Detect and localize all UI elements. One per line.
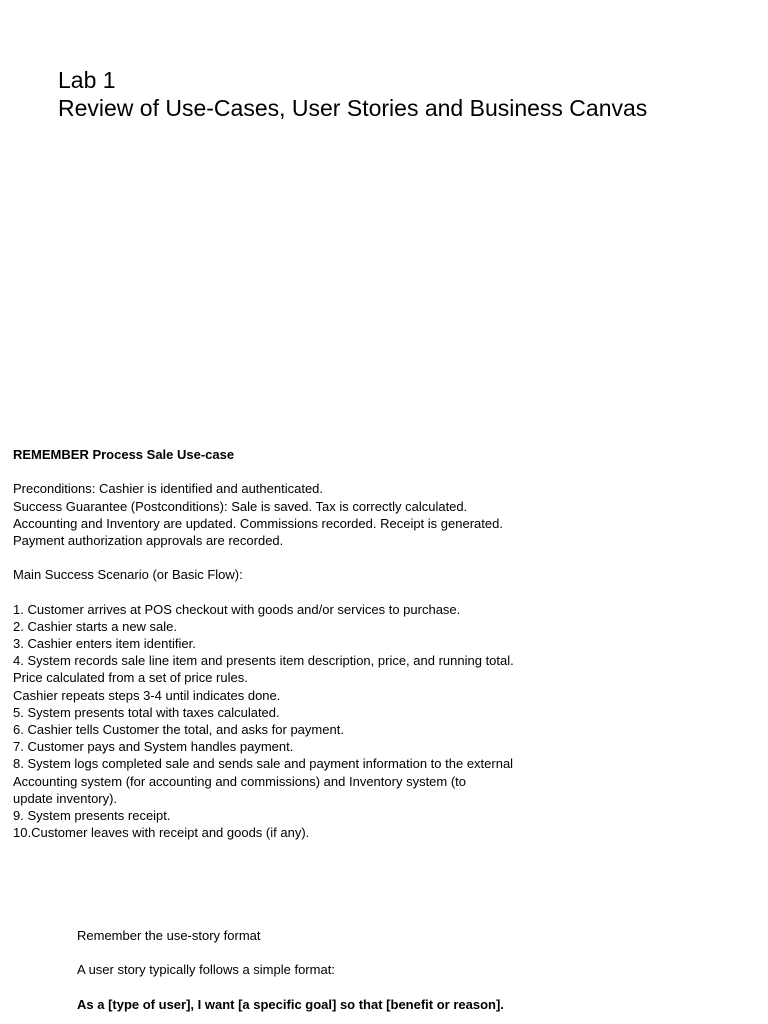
guarantee-line: Success Guarantee (Postconditions): Sale is saved. Tax is correctly calculated.	[13, 498, 468, 514]
user-story-intro: A user story typically follows a simple format:	[77, 962, 335, 978]
use-case-heading: REMEMBER Process Sale Use-case	[13, 447, 235, 462]
user-story-format: As a [type of user], I want [a specific goal] so that [benefit or reason].	[77, 996, 504, 1012]
scenario-step: 8. System logs completed sale and sends sale and payment information to the external	[13, 756, 514, 772]
user-story-section	[77, 927, 504, 1013]
lab-subtitle: Review of Use-Cases, User Stories and Business Canvas	[58, 95, 648, 121]
spacer	[77, 979, 504, 996]
use-case-section	[13, 446, 514, 841]
preconditions-text: Preconditions: Cashier is identified and authenticated.	[13, 481, 324, 497]
scenario-step: 2. Cashier starts a new sale.	[13, 618, 178, 634]
scenario-step: 7. Customer pays and System handles payment.	[13, 739, 294, 755]
scenario-step: Cashier repeats steps 3-4 until indicates done.	[13, 687, 281, 703]
scenario-step: update inventory).	[13, 790, 118, 806]
guarantee-line: Accounting and Inventory are updated. Commissions recorded. Receipt is generated.	[13, 515, 503, 531]
spacer	[13, 463, 514, 480]
scenario-step: 1. Customer arrives at POS checkout with goods and/or services to purchase.	[13, 601, 461, 617]
spacer	[13, 584, 514, 601]
scenario-step: 3. Cashier enters item identifier.	[13, 636, 196, 652]
scenario-step: 6. Cashier tells Customer the total, and asks for payment.	[13, 722, 344, 737]
scenario-step: Accounting system (for accounting and commissions) and Inventory system (to	[13, 773, 467, 789]
page-title	[58, 66, 647, 122]
scenario-step: 4. System records sale line item and presents item description, price, and running total.	[13, 653, 514, 669]
scenario-step: Price calculated from a set of price rules.	[13, 670, 248, 686]
user-story-heading: Remember the use-story format	[77, 928, 261, 943]
scenario-step: 10.Customer leaves with receipt and goods (if any).	[13, 825, 310, 841]
scenario-heading: Main Success Scenario (or Basic Flow):	[13, 567, 243, 583]
guarantee-line: Payment authorization approvals are recorded.	[13, 532, 284, 548]
scenario-step: 9. System presents receipt.	[13, 807, 171, 823]
lab-number: Lab 1	[58, 67, 116, 93]
spacer	[77, 944, 504, 961]
spacer	[13, 549, 514, 566]
scenario-step: 5. System presents total with taxes calculated.	[13, 704, 280, 720]
